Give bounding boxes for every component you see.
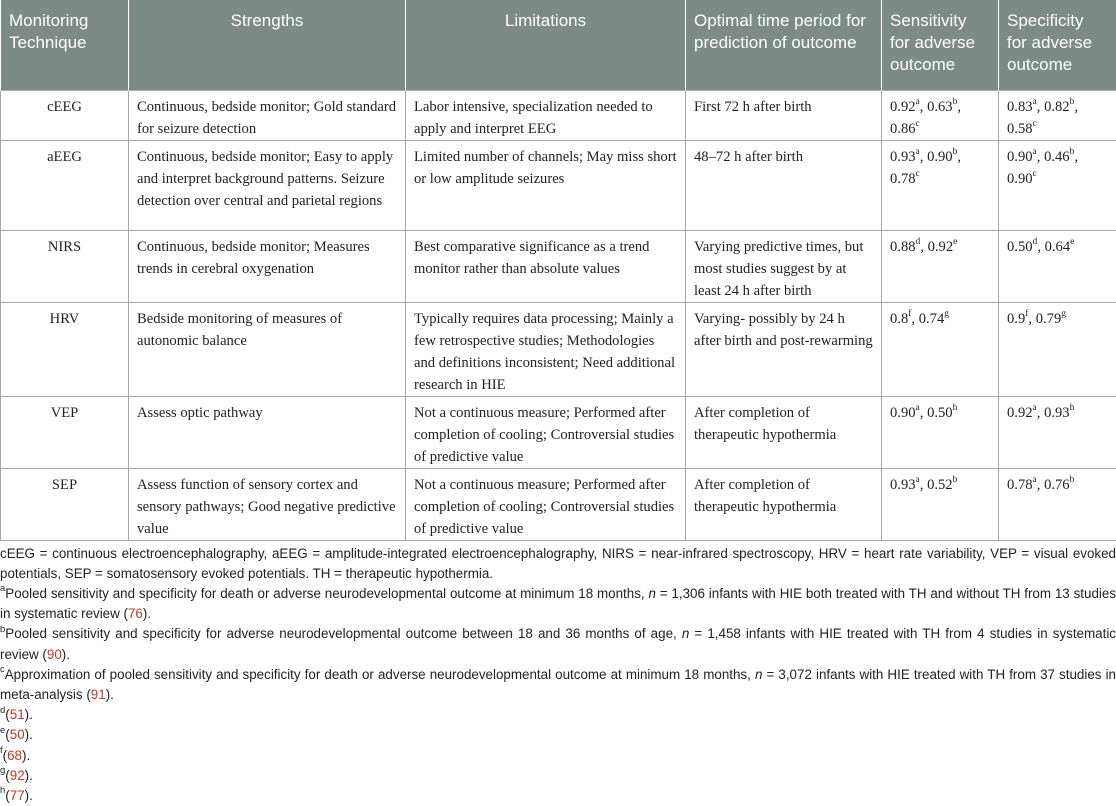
specificity-footnote-mark: a — [1033, 403, 1037, 413]
cell-sensitivity: 0.93$^a$, 0.90$^b$, 0.78$^c$ — [882, 140, 999, 230]
cell-strengths: Continuous, bedside monitor; Gold standard for seizure detection — [129, 90, 406, 140]
specificity-footnote-mark: d — [1033, 237, 1038, 247]
footnote-reference-link[interactable]: 90 — [47, 647, 62, 662]
cell-optimal-time: Varying predictive times, but most studies suggest by at least 24 h after birth — [686, 230, 882, 302]
header-limitations: Limitations — [406, 0, 686, 90]
cell-specificity: 0.78$^a$, 0.76$^b$ — [999, 468, 1116, 540]
header-sensitivity: Sensitivity for adverse outcome — [882, 0, 999, 90]
specificity-value: 0.92 — [1007, 405, 1033, 421]
footnote-mark: c — [0, 664, 5, 675]
specificity-footnote-mark: b — [1070, 147, 1075, 157]
footnote-a — [0, 584, 1116, 624]
footnote-text: Pooled sensitivity and specificity for adverse neurodevelopmental outcome between 18 and 36 months of age, — [5, 626, 682, 641]
cell-optimal-time: 48–72 h after birth — [686, 140, 882, 230]
footnote-mark: f — [0, 745, 3, 756]
footnote-text: = 1,458 infants with HIE treated with TH from 4 studies in systematic review ( — [0, 626, 1116, 661]
cell-specificity: 0.50$^d$, 0.64e — [999, 230, 1116, 302]
cell-specificity: 0.83$^a$, 0.82$^b$, 0.58$^c$ — [999, 90, 1116, 140]
cell-specificity: 0.90$^a$, 0.46$^b$, 0.90$^c$ — [999, 140, 1116, 230]
footnote-abbreviations: cEEG = continuous electroencephalography, aEEG = amplitude-integrated electroencephalography, NIRS = near-infrared spectroscopy, HRV = heart rate variability, VEP = visual evoked potentials, SEP = somatosensory evoked potentials. TH = therapeutic hypothermia. — [0, 544, 1116, 584]
footnote-mark: b — [0, 624, 5, 635]
footnote-mark: g — [0, 765, 5, 776]
sensitivity-footnote-mark: h — [953, 403, 958, 413]
sensitivity-value: 0.78 — [890, 171, 916, 187]
table-row — [1, 90, 1116, 140]
sensitivity-footnote-mark: g — [944, 309, 949, 319]
sensitivity-value: 0.88 — [890, 239, 916, 255]
cell-technique: HRV — [1, 302, 129, 396]
specificity-value: 0.90 — [1007, 171, 1033, 187]
cell-limitations: Labor intensive, specialization needed to apply and interpret EEG — [406, 90, 686, 140]
footnote-mark: d — [0, 705, 5, 716]
sensitivity-value: 0.93 — [890, 477, 916, 493]
specificity-footnote-mark: c — [1033, 169, 1037, 179]
footnote-c — [0, 665, 1116, 705]
footnote-reference-link[interactable]: 51 — [10, 707, 25, 722]
table-footnotes — [0, 541, 1116, 806]
footnote-mark: a — [0, 583, 5, 594]
sensitivity-footnote-mark: e — [953, 237, 957, 247]
footnote-n-variable: n — [648, 586, 655, 601]
footnotes-short — [0, 705, 1116, 806]
table-row — [1, 468, 1116, 540]
specificity-value: 0.46 — [1044, 149, 1070, 165]
cell-technique: NIRS — [1, 230, 129, 302]
footnote-text: ). — [143, 606, 151, 621]
cell-strengths: Assess function of sensory cortex and sensory pathways; Good negative predictive value — [129, 468, 406, 540]
footnote-h: $^h$(77). — [0, 786, 1116, 806]
cell-limitations: Not a continuous measure; Performed after completion of cooling; Controversial studies of predictive value — [406, 396, 686, 468]
cell-technique: aEEG — [1, 140, 129, 230]
cell-technique: VEP — [1, 396, 129, 468]
table-body — [1, 90, 1116, 540]
footnote-reference-link[interactable]: 50 — [10, 727, 25, 742]
cell-optimal-time: After completion of therapeutic hypothermia — [686, 396, 882, 468]
sensitivity-value: 0.90 — [927, 149, 953, 165]
specificity-value: 0.93 — [1044, 405, 1070, 421]
cell-limitations: Best comparative significance as a trend monitor rather than absolute values — [406, 230, 686, 302]
sensitivity-value: 0.92 — [890, 99, 916, 115]
cell-sensitivity: 0.90$^a$, 0.50$^h$ — [882, 396, 999, 468]
table-row — [1, 302, 1116, 396]
footnote-reference-link[interactable]: 91 — [91, 687, 106, 702]
cell-technique: SEP — [1, 468, 129, 540]
footnote-reference-link[interactable]: 76 — [128, 606, 143, 621]
sensitivity-value: 0.90 — [890, 405, 916, 421]
footnote-reference-link[interactable]: 68 — [7, 748, 22, 763]
sensitivity-footnote-mark: f — [908, 309, 911, 319]
specificity-value: 0.82 — [1044, 99, 1070, 115]
footnotes-long — [0, 584, 1116, 705]
cell-specificity: 0.92$^a$, 0.93$^h$ — [999, 396, 1116, 468]
specificity-footnote-mark: g — [1061, 309, 1066, 319]
footnote-d: $^d$(51). — [0, 705, 1116, 725]
footnote-reference-link[interactable]: 77 — [10, 788, 25, 803]
sensitivity-footnote-mark: c — [916, 119, 920, 129]
specificity-value: 0.9 — [1007, 311, 1025, 327]
specificity-footnote-mark: e — [1070, 237, 1074, 247]
footnote-mark: h — [0, 785, 5, 796]
sensitivity-footnote-mark: a — [916, 475, 920, 485]
specificity-value: 0.90 — [1007, 149, 1033, 165]
footnote-b — [0, 624, 1116, 664]
table-row — [1, 140, 1116, 230]
sensitivity-footnote-mark: d — [916, 237, 921, 247]
specificity-footnote-mark: a — [1033, 475, 1037, 485]
cell-strengths: Bedside monitoring of measures of autonomic balance — [129, 302, 406, 396]
cell-optimal-time: Varying- possibly by 24 h after birth and post-rewarming — [686, 302, 882, 396]
footnote-e: $^e$(50). — [0, 725, 1116, 745]
footnote-n-variable: n — [682, 626, 689, 641]
specificity-value: 0.78 — [1007, 477, 1033, 493]
cell-technique: cEEG — [1, 90, 129, 140]
cell-specificity: 0.9$^f$, 0.79$^g$ — [999, 302, 1116, 396]
cell-optimal-time: First 72 h after birth — [686, 90, 882, 140]
header-row — [1, 0, 1116, 90]
specificity-value: 0.79 — [1036, 311, 1062, 327]
specificity-footnote-mark: c — [1033, 119, 1037, 129]
footnote-text: = 1,306 infants with HIE both treated with TH and without TH from 13 studies in systematic review ( — [0, 586, 1116, 621]
cell-strengths: Continuous, bedside monitor; Measures trends in cerebral oxygenation — [129, 230, 406, 302]
sensitivity-value: 0.50 — [927, 405, 953, 421]
footnote-text: Approximation of pooled sensitivity and specificity for death or adverse neurodevelopmental outcome at minimum 18 months, — [5, 667, 755, 682]
cell-sensitivity: 0.92$^a$, 0.63$^b$, 0.86$^c$ — [882, 90, 999, 140]
cell-limitations: Limited number of channels; May miss short or low amplitude seizures — [406, 140, 686, 230]
cell-strengths: Continuous, bedside monitor; Easy to apply and interpret background patterns. Seizure detection over central and parietal regions — [129, 140, 406, 230]
footnote-mark: e — [0, 725, 5, 736]
footnote-reference-link[interactable]: 92 — [10, 768, 25, 783]
header-specificity: Specificity for adverse outcome — [999, 0, 1116, 90]
header-strengths: Strengths — [129, 0, 406, 90]
table-row — [1, 230, 1116, 302]
specificity-footnote-mark: a — [1033, 147, 1037, 157]
cell-limitations: Not a continuous measure; Performed after completion of cooling; Controversial studies of predictive value — [406, 468, 686, 540]
cell-limitations: Typically requires data processing; Mainly a few retrospective studies; Methodologies and definitions inconsistent; Need additional research in HIE — [406, 302, 686, 396]
specificity-value: 0.83 — [1007, 99, 1033, 115]
table-row — [1, 396, 1116, 468]
sensitivity-value: 0.93 — [890, 149, 916, 165]
specificity-footnote-mark: h — [1070, 403, 1075, 413]
sensitivity-value: 0.52 — [927, 477, 953, 493]
header-optimal-time: Optimal time period for prediction of outcome — [686, 0, 882, 90]
sensitivity-footnote-mark: c — [916, 169, 920, 179]
specificity-value: 0.64 — [1045, 239, 1071, 255]
sensitivity-footnote-mark: a — [916, 97, 920, 107]
specificity-footnote-mark: b — [1070, 97, 1075, 107]
cell-optimal-time: After completion of therapeutic hypothermia — [686, 468, 882, 540]
footnote-n-variable: n — [755, 667, 762, 682]
cell-strengths: Assess optic pathway — [129, 396, 406, 468]
footnote-text: Pooled sensitivity and specificity for death or adverse neurodevelopmental outcome at minimum 18 months, — [5, 586, 648, 601]
footnote-text: ). — [106, 687, 114, 702]
footnote-text: = 3,072 infants with HIE treated with TH from 37 studies in meta-analysis ( — [0, 667, 1116, 702]
cell-sensitivity: 0.88$^d$, 0.92e — [882, 230, 999, 302]
specificity-footnote-mark: f — [1025, 309, 1028, 319]
sensitivity-footnote-mark: b — [953, 147, 958, 157]
specificity-footnote-mark: a — [1033, 97, 1037, 107]
footnote-text: ). — [62, 647, 70, 662]
sensitivity-footnote-mark: a — [916, 147, 920, 157]
specificity-value: 0.50 — [1007, 239, 1033, 255]
footnote-g: $^g$(92). — [0, 766, 1116, 786]
sensitivity-value: 0.74 — [919, 311, 945, 327]
cell-sensitivity: 0.8$^f$, 0.74$^g$ — [882, 302, 999, 396]
specificity-value: 0.58 — [1007, 121, 1033, 137]
sensitivity-value: 0.92 — [928, 239, 954, 255]
specificity-footnote-mark: b — [1070, 475, 1075, 485]
sensitivity-footnote-mark: b — [953, 475, 958, 485]
sensitivity-footnote-mark: b — [953, 97, 958, 107]
sensitivity-value: 0.8 — [890, 311, 908, 327]
specificity-value: 0.76 — [1044, 477, 1070, 493]
footnote-f: $^f$(68). — [0, 746, 1116, 766]
sensitivity-value: 0.63 — [927, 99, 953, 115]
sensitivity-value: 0.86 — [890, 121, 916, 137]
sensitivity-footnote-mark: a — [916, 403, 920, 413]
header-technique: Monitoring Technique — [1, 0, 129, 90]
cell-sensitivity: 0.93$^a$, 0.52$^b$ — [882, 468, 999, 540]
